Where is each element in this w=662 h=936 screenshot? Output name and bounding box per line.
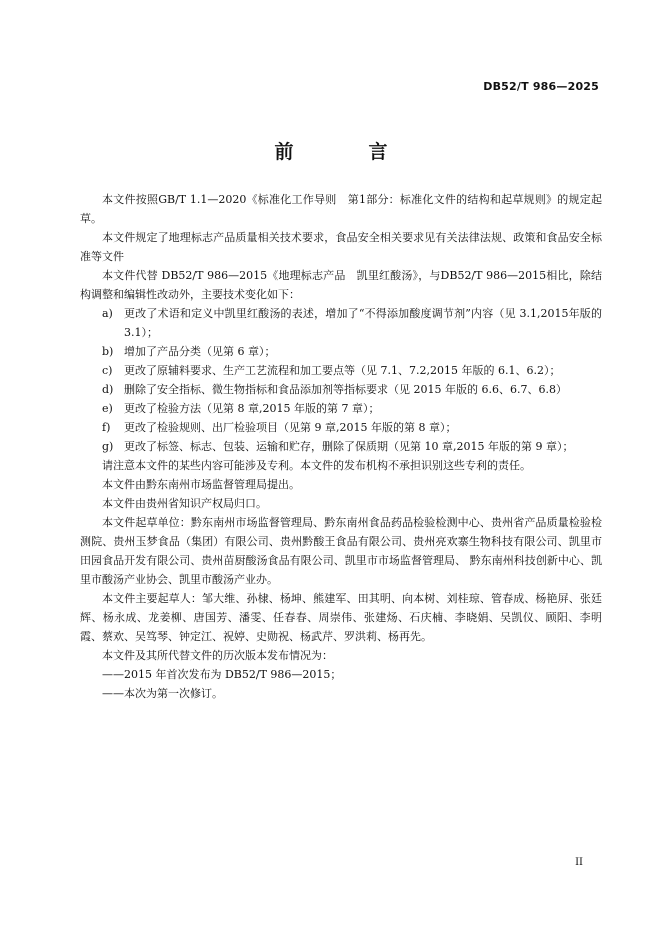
paragraph-drafting-rule: 本文件按照GB/T 1.1—2020《标准化工作导则 第1部分：标准化文件的结构和起草规则》的规定起草。 [80, 193, 602, 225]
paragraph-drafting-units: 本文件起草单位：黔东南州市场监督管理局、黔东南州食品药品检验检测中心、贵州省产品质量检验检测院、贵州玉梦食品（集团）有限公司、贵州黔酸王食品有限公司、贵州亮欢寨生物科技有限公司、凯里市田园食品开发有限公司、贵州苗厨酸汤食品有限公司、凯里市市场监督管理局、 黔东南州科技创新中心、凯里市酸汤产业协会、凯里市酸汤产业办。 [80, 516, 602, 586]
page-title: 前 言 [274, 141, 416, 163]
list-item [80, 399, 602, 418]
list-item-text: 更改了标签、标志、包装、运输和贮存，删除了保质期（见第 10 章,2015 年版的第 9 章）； [124, 440, 574, 453]
paragraph-drafters: 本文件主要起草人：邹大维、孙棣、杨坤、熊建军、田其明、向本树、刘桂琼、管春成、杨艳屏、张廷辉、杨永成、龙姜柳、唐国芳、潘雯、任春春、周崇伟、张建炀、石庆楠、李晓娟、吴凯仪、顾阳、李明霞、蔡欢、吴笃琴、钟定江、祝婷、史勋祝、杨武芹、罗洪莉、杨再先。 [80, 592, 602, 643]
list-marker: c) [102, 364, 113, 377]
list-marker: a) [102, 307, 113, 320]
list-marker: b) [102, 345, 114, 358]
list-marker: d) [102, 383, 114, 396]
list-marker: e) [102, 402, 113, 415]
document-body [80, 190, 602, 703]
page-number: II [575, 857, 583, 868]
list-item-text: 更改了检验方法（见第 8 章,2015 年版的第 7 章）； [124, 402, 380, 415]
list-item-text: 增加了产品分类（见第 6 章）； [124, 345, 276, 358]
list-marker: f) [102, 421, 111, 434]
paragraph-replacement: 本文件代替 DB52/T 986—2015《地理标志产品 凯里红酸汤》，与DB52/T 986—2015相比，除结构调整和编辑性改动外，主要技术变化如下： [80, 269, 602, 301]
list-item [80, 342, 602, 361]
list-item [80, 437, 602, 456]
list-item [80, 361, 602, 380]
list-marker: g) [102, 440, 114, 453]
history-item: ——本次为第一次修订。 [102, 687, 223, 700]
paragraph-proposer: 本文件由黔东南州市场监督管理局提出。 [102, 478, 300, 491]
list-item-text: 更改了检验规则、出厂检验项目（见第 9 章,2015 年版的第 8 章）； [124, 421, 457, 434]
standard-code: DB52/T 986—2025 [483, 80, 599, 93]
list-item-text: 删除了安全指标、微生物指标和食品添加剂等指标要求（见 2015 年版的 6.6、6.7、6.8） [124, 383, 567, 396]
changes-list [80, 304, 602, 456]
paragraph-scope: 本文件规定了地理标志产品质量相关技术要求，食品安全相关要求见有关法律法规、政策和食品安全标准等文件 [80, 231, 602, 263]
list-item [80, 418, 602, 437]
history-item: ——2015 年首次发布为 DB52/T 986—2015； [102, 668, 342, 681]
list-item [80, 304, 602, 342]
list-item-text: 更改了术语和定义中凯里红酸汤的表述，增加了“不得添加酸度调节剂”内容（见 3.1,2015年版的 3.1）； [124, 307, 602, 339]
paragraph-history-intro: 本文件及其所代替文件的历次版本发布情况为： [102, 649, 333, 662]
list-item [80, 380, 602, 399]
list-item-text: 更改了原辅料要求、生产工艺流程和加工要点等（见 7.1、7.2,2015 年版的 6.1、6.2）； [124, 364, 561, 377]
paragraph-patent-notice: 请注意本文件的某些内容可能涉及专利。本文件的发布机构不承担识别这些专利的责任。 [102, 459, 531, 472]
paragraph-custodian: 本文件由贵州省知识产权局归口。 [102, 497, 267, 510]
